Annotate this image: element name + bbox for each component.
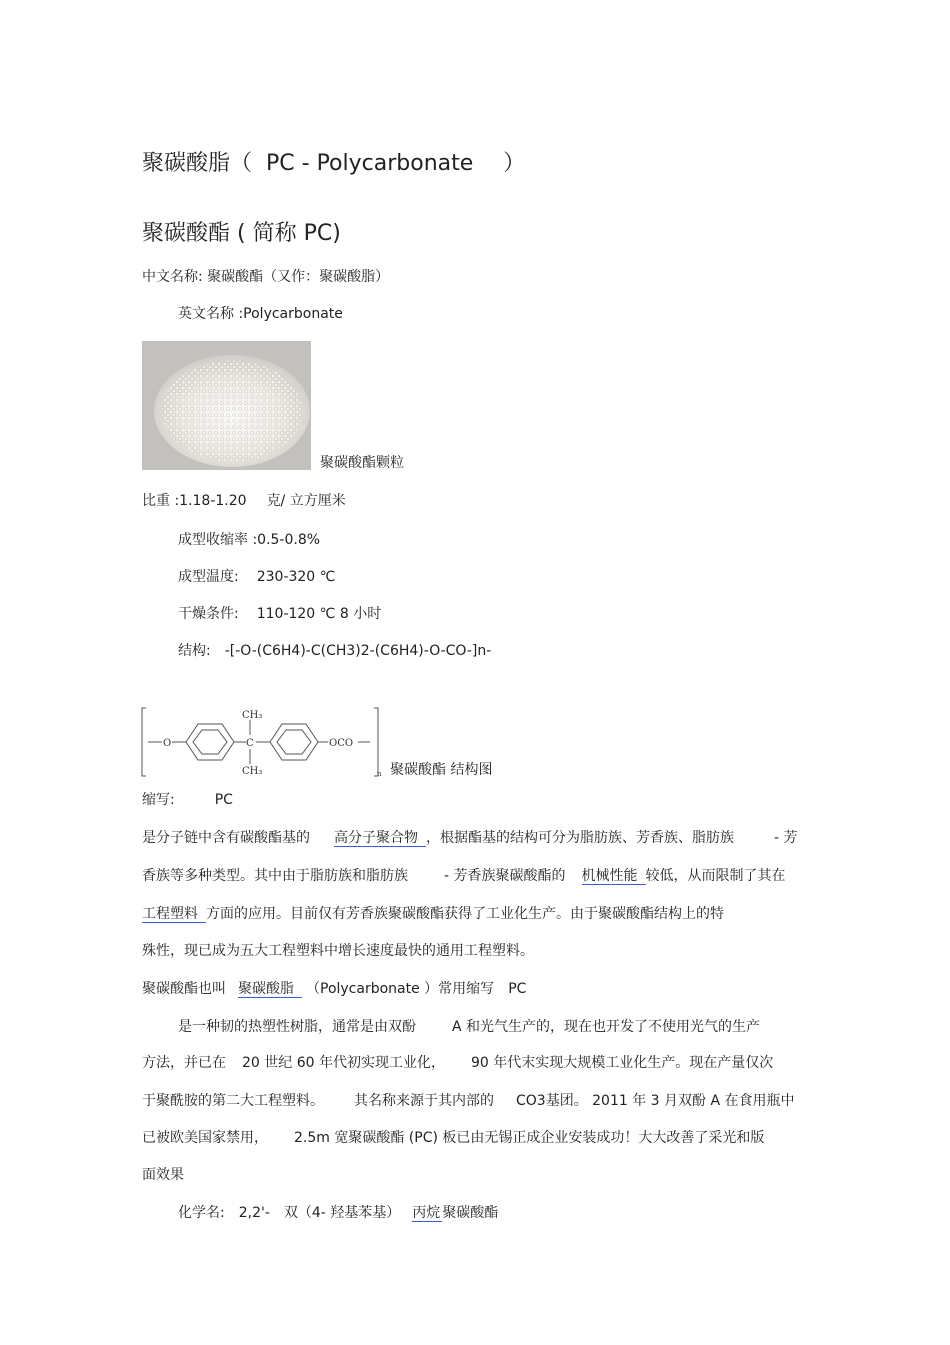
- abbreviation: 缩写: PC: [142, 792, 233, 808]
- link-propane[interactable]: 丙烷: [412, 1205, 441, 1221]
- struct-n: n: [377, 770, 382, 778]
- struct-ch3-top: CH₃: [242, 710, 263, 721]
- title-prefix: 聚碳酸脂（: [142, 151, 253, 176]
- page-title: [142, 150, 525, 178]
- chemical-name: 化学名: 2,2'- 双（4- 羟基苯基） 丙烷 聚碳酸酯: [178, 1205, 499, 1221]
- link-polycarbonate[interactable]: 聚碳酸脂: [238, 981, 302, 998]
- para1-line4: 殊性，现已成为五大工程塑料中增长速度最快的通用工程塑料。: [142, 943, 534, 959]
- para3-line4: 已被欧美国家禁用， 2.5m 宽聚碳酸酯 (PC) 板已由无锡正成企业安装成功！大大改善了采光和版: [142, 1130, 765, 1146]
- para3-line5: 面效果: [142, 1167, 184, 1183]
- para3-line1: 是一种韧的热塑性树脂，通常是由双酚 A 和光气生产的，现在也开发了不使用光气的生产: [178, 1019, 761, 1035]
- link-engineering-plastics[interactable]: 工程塑料: [142, 906, 206, 923]
- shrinkage: 成型收缩率 :0.5-0.8%: [178, 532, 321, 548]
- photo-caption: 聚碳酸酯颗粒: [320, 455, 404, 471]
- struct-ch3-bottom: CH₃: [242, 766, 263, 777]
- struct-o: O: [163, 738, 172, 749]
- structure-diagram: [140, 706, 382, 778]
- drying-condition: 干燥条件: 110-120 ℃ 8 小时: [178, 606, 382, 622]
- subtitle: 聚碳酸酯 ( 简称 PC): [142, 221, 341, 246]
- para1-line3: 工程塑料 方面的应用。目前仅有芳香族聚碳酸酯获得了工业化生产。由于聚碳酸酯结构上的特: [142, 906, 724, 922]
- molding-temp: 成型温度: 230-320 ℃: [178, 569, 336, 585]
- structure-caption: 聚碳酸酯 结构图: [390, 762, 493, 778]
- para2: 聚碳酸酯也叫 聚碳酸脂 （Polycarbonate ）常用缩写 PC: [142, 981, 527, 997]
- struct-oco: OCO: [329, 738, 354, 749]
- title-code: PC - Polycarbonate: [266, 151, 474, 176]
- link-mechanical[interactable]: 机械性能: [582, 868, 646, 885]
- para1-line1: 是分子链中含有碳酸酯基的 高分子聚合物 ，根据酯基的结构可分为脂肪族、芳香族、脂肪族 - 芳: [142, 830, 798, 846]
- cn-name: 中文名称: 聚碳酸酯（又作：聚碳酸脂）: [142, 269, 390, 285]
- para3-line2: 方法，并已在 20 世纪 60 年代初实现工业化， 90 年代末实现大规模工业化生产。现在产量仅次: [142, 1055, 774, 1071]
- para1-line2: 香族等多种类型。其中由于脂肪族和脂肪族 - 芳香族聚碳酸酯的 机械性能 较低，从而限制了其在: [142, 868, 786, 884]
- en-name: 英文名称 :Polycarbonate: [178, 306, 343, 322]
- title-suffix: ）: [503, 151, 526, 176]
- struct-c: C: [246, 738, 254, 749]
- link-polymer[interactable]: 高分子聚合物: [334, 830, 426, 847]
- density: 比重 :1.18-1.20 克/ 立方厘米: [142, 493, 346, 509]
- structure-formula: 结构: -[-O-(C6H4)-C(CH3)2-(C6H4)-O-CO-]n-: [178, 643, 492, 659]
- para3-line3: 于聚酰胺的第二大工程塑料。 其名称来源于其内部的 CO3基团。 2011 年 3 月双酚 A 在食用瓶中: [142, 1093, 795, 1109]
- pellet-photo: [142, 341, 311, 470]
